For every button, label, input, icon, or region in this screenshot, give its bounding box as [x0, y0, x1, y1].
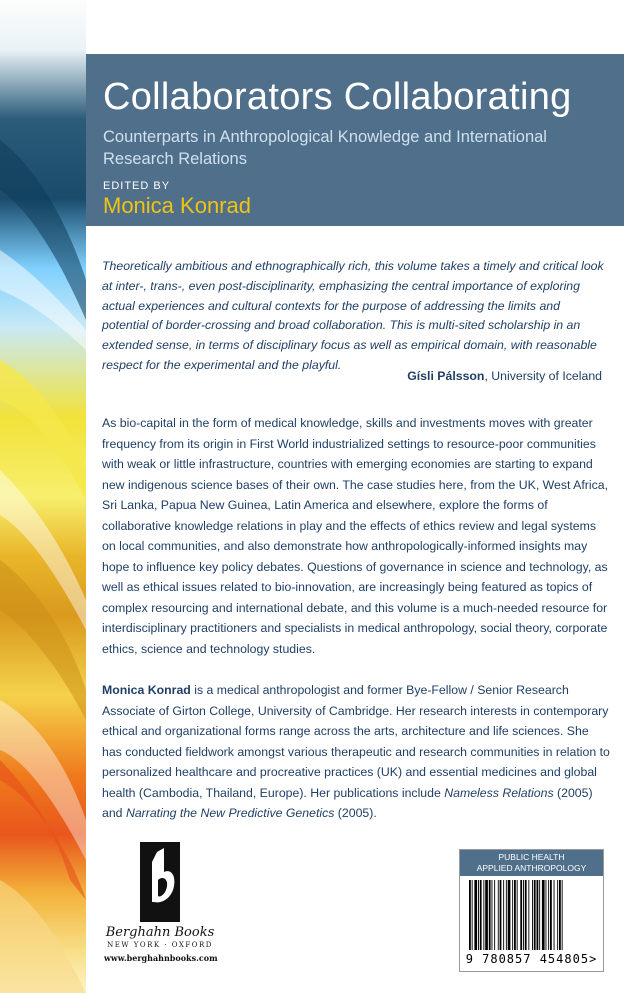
barcode-bar	[562, 880, 563, 950]
barcode-bar	[539, 880, 540, 950]
bio-work-2: Narrating the New Predictive Genetics	[125, 806, 335, 820]
barcode-bar	[508, 880, 511, 950]
publisher-url: www.berghahnbooks.com	[104, 953, 218, 963]
publisher-name: Berghahn Books	[105, 925, 215, 940]
isbn-digits: 9 780857 454805	[465, 952, 590, 966]
barcode-bar	[534, 880, 536, 950]
publisher-info	[104, 925, 216, 963]
quote-attribution	[407, 369, 602, 383]
barcode-bar	[485, 880, 488, 950]
bio-name: Monica Konrad	[102, 683, 191, 697]
publisher-logo-icon	[140, 842, 180, 922]
barcode-bar	[537, 880, 539, 950]
barcode-bar	[500, 880, 502, 950]
barcode-bar	[523, 880, 524, 950]
side-art-graphic	[0, 0, 86, 993]
bio-text-3: (2005).	[334, 806, 377, 820]
barcode-bar	[512, 880, 513, 950]
barcode-bar	[550, 880, 552, 950]
endorsement-quote: Theoretically ambitious and ethnographically rich, this volume takes a timely and critical look at inter-, trans-, even post-disciplinarity, emphasizing the central importance of exploring actual experiences and cultural contexts for the purpose of addressing the limits and potential of border-crossing and broad collaboration. This is multi-sited scholarship in an extended sense, in terms of disciplinary focus as well as empirical domain, with reasonable respect for the experimental and the playful.	[102, 259, 604, 372]
book-subtitle: Counterparts in Anthropological Knowledge and International Research Relations	[103, 128, 547, 168]
category-line-2: APPLIED ANTHROPOLOGY	[476, 863, 587, 873]
quote-author: Gísli Pálsson	[407, 369, 485, 383]
barcode-bar	[483, 880, 484, 950]
barcode-bar	[494, 880, 495, 950]
barcode-bar	[474, 880, 477, 950]
book-description: As bio-capital in the form of medical knowledge, skills and investments moves with greater frequency from its origin in First World industrialized settings to resource-poor communities with weak or little infrastructure, countries with emerging economies are starting to expand new indigenous science bases of their own. The case studies here, from the UK, West Africa, Sri Lanka, Papua New Guinea, Latin America and elsewhere, explore the forms of collaborative knowledge relations in play and the effects of ethics review and legal systems on local communities, and also demonstrate how anthropologically-informed insights may hope to influence key policy debates. Questions of governance in science and technology, as well as ethical issues related to bio-innovation, are increasingly being featured as topics of complex resourcing and international debate, and this volume is a much-needed resource for interdisciplinary practitioners and specialists in medical anthropology, social theory, corporate ethics, science and technology studies.	[102, 416, 609, 656]
cover-side-art	[0, 0, 86, 993]
barcode-box	[459, 849, 604, 972]
barcode-bar	[514, 880, 516, 950]
isbn-end-mark: >	[589, 952, 598, 966]
barcode-bar	[525, 880, 527, 950]
title-banner	[86, 54, 624, 226]
barcode-bar	[506, 880, 507, 950]
barcode-bar	[498, 880, 499, 950]
barcode-bar	[492, 880, 493, 950]
barcode-bar	[548, 880, 549, 950]
barcode-bar	[517, 880, 518, 950]
publisher-logo	[140, 842, 180, 922]
barcode-graphic	[465, 880, 598, 952]
barcode-bar	[478, 880, 479, 950]
barcode-bar	[472, 880, 473, 950]
barcode-bar	[469, 880, 471, 950]
barcode-bar	[542, 880, 545, 950]
barcode-bar	[557, 880, 558, 950]
bio-text-2: (2005) and	[102, 785, 593, 820]
book-title: Collaborators Collaborating	[103, 76, 572, 118]
publisher-cities: NEW YORK · OXFORD	[107, 941, 213, 949]
barcode-bar	[554, 880, 555, 950]
category-line-1: PUBLIC HEALTH	[498, 852, 565, 862]
barcode-bar	[559, 880, 561, 950]
barcode-bar	[489, 880, 491, 950]
editor-bio	[102, 680, 610, 824]
barcode-bar	[520, 880, 522, 950]
barcode-bar	[546, 880, 547, 950]
isbn-number	[462, 952, 601, 966]
barcode-category	[460, 850, 603, 876]
editor-name: Monica Konrad	[103, 193, 251, 218]
bio-text-1: is a medical anthropologist and former Bye-Fellow / Senior Research Associate of Girton College, University of Cambridge. Her research interests in contemporary ethical and organizational forms range across the arts, architecture and life sciences. She has conducted fieldwork amongst various therapeutic and research communities in relation to personalized healthcare and procreative practices (UK) and essential medicines and global health (Cambodia, Thailand, Europe). Her publications include	[102, 683, 610, 800]
bio-work-1: Nameless Relations	[444, 785, 554, 800]
barcode-bar	[503, 880, 504, 950]
barcode-bar	[532, 880, 533, 950]
barcode-bar	[480, 880, 482, 950]
edited-by-label: EDITED BY	[103, 180, 171, 192]
quote-affiliation: , University of Iceland	[484, 369, 602, 383]
barcode-bar	[528, 880, 529, 950]
